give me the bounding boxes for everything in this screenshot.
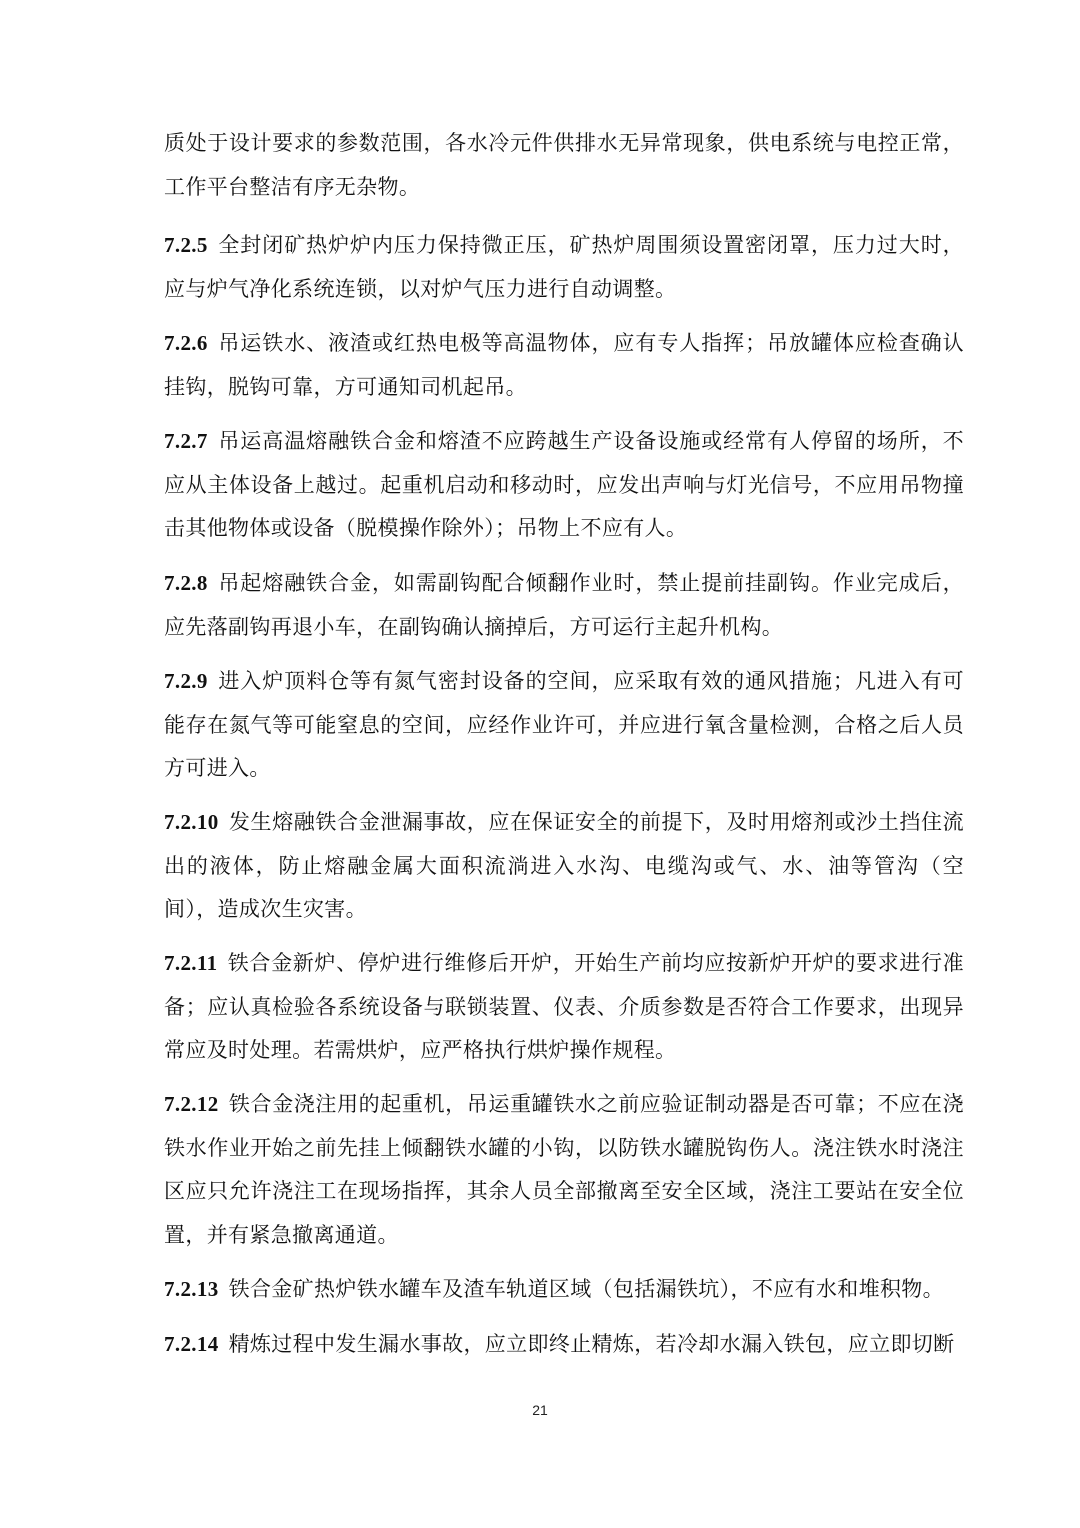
clause-number: 7.2.9 [164, 669, 208, 693]
clause-number: 7.2.7 [164, 429, 208, 453]
paragraph-continuation [164, 122, 964, 209]
clause-number: 7.2.13 [164, 1277, 219, 1301]
clause-7-2-14 [164, 1323, 964, 1367]
clause-number: 7.2.14 [164, 1332, 219, 1356]
page-number: 21 [532, 1402, 548, 1418]
paragraph-text: 发生熔融铁合金泄漏事故，应在保证安全的前提下，及时用熔剂或沙土挡住流出的液体，防止熔融金属大面积流淌进入水沟、电缆沟或气、水、油等管沟（空间），造成次生灾害。 [164, 810, 964, 921]
clause-7-2-9 [164, 660, 964, 791]
clause-7-2-8 [164, 562, 964, 649]
clause-7-2-5 [164, 224, 964, 311]
clause-number: 7.2.8 [164, 571, 208, 595]
clause-7-2-13 [164, 1268, 964, 1312]
clause-number: 7.2.5 [164, 233, 208, 257]
clause-number: 7.2.11 [164, 951, 218, 975]
clause-7-2-11 [164, 942, 964, 1073]
clause-7-2-6 [164, 322, 964, 409]
clause-7-2-10 [164, 801, 964, 932]
clause-number: 7.2.10 [164, 810, 219, 834]
clause-number: 7.2.12 [164, 1092, 219, 1116]
clause-number: 7.2.6 [164, 331, 208, 355]
paragraph-text: 铁合金浇注用的起重机，吊运重罐铁水之前应验证制动器是否可靠；不应在浇铁水作业开始之前先挂上倾翻铁水罐的小钩，以防铁水罐脱钩伤人。浇注铁水时浇注区应只允许浇注工在现场指挥，其余人员全部撤离至安全区域，浇注工要站在安全位置，并有紧急撤离通道。 [164, 1092, 964, 1247]
clause-7-2-7 [164, 420, 964, 551]
paragraph-text: 吊起熔融铁合金，如需副钩配合倾翻作业时，禁止提前挂副钩。作业完成后，应先落副钩再退小车，在副钩确认摘掉后，方可运行主起升机构。 [164, 571, 964, 639]
paragraph-text: 吊运铁水、液渣或红热电极等高温物体，应有专人指挥；吊放罐体应检查确认挂钩，脱钩可靠，方可通知司机起吊。 [164, 331, 964, 399]
paragraph-text: 铁合金新炉、停炉进行维修后开炉，开始生产前均应按新炉开炉的要求进行准备；应认真检验各系统设备与联锁装置、仪表、介质参数是否符合工作要求，出现异常应及时处理。若需烘炉，应严格执行烘炉操作规程。 [164, 951, 964, 1062]
paragraph-text: 吊运高温熔融铁合金和熔渣不应跨越生产设备设施或经常有人停留的场所，不应从主体设备上越过。起重机启动和移动时，应发出声响与灯光信号，不应用吊物撞击其他物体或设备（脱模操作除外）；吊物上不应有人。 [164, 429, 964, 540]
clause-7-2-12 [164, 1083, 964, 1257]
paragraph-text: 精炼过程中发生漏水事故，应立即终止精炼，若冷却水漏入铁包，应立即切断 [228, 1332, 955, 1356]
paragraph-text: 全封闭矿热炉炉内压力保持微正压，矿热炉周围须设置密闭罩，压力过大时，应与炉气净化系统连锁，以对炉气压力进行自动调整。 [164, 233, 964, 301]
paragraph-text: 进入炉顶料仓等有氮气密封设备的空间，应采取有效的通风措施；凡进入有可能存在氮气等可能窒息的空间，应经作业许可，并应进行氧含量检测，合格之后人员方可进入。 [164, 669, 964, 780]
paragraph-text: 质处于设计要求的参数范围，各水冷元件供排水无异常现象，供电系统与电控正常，工作平台整洁有序无杂物。 [164, 131, 964, 199]
paragraph-text: 铁合金矿热炉铁水罐车及渣车轨道区域（包括漏铁坑），不应有水和堆积物。 [228, 1277, 945, 1301]
